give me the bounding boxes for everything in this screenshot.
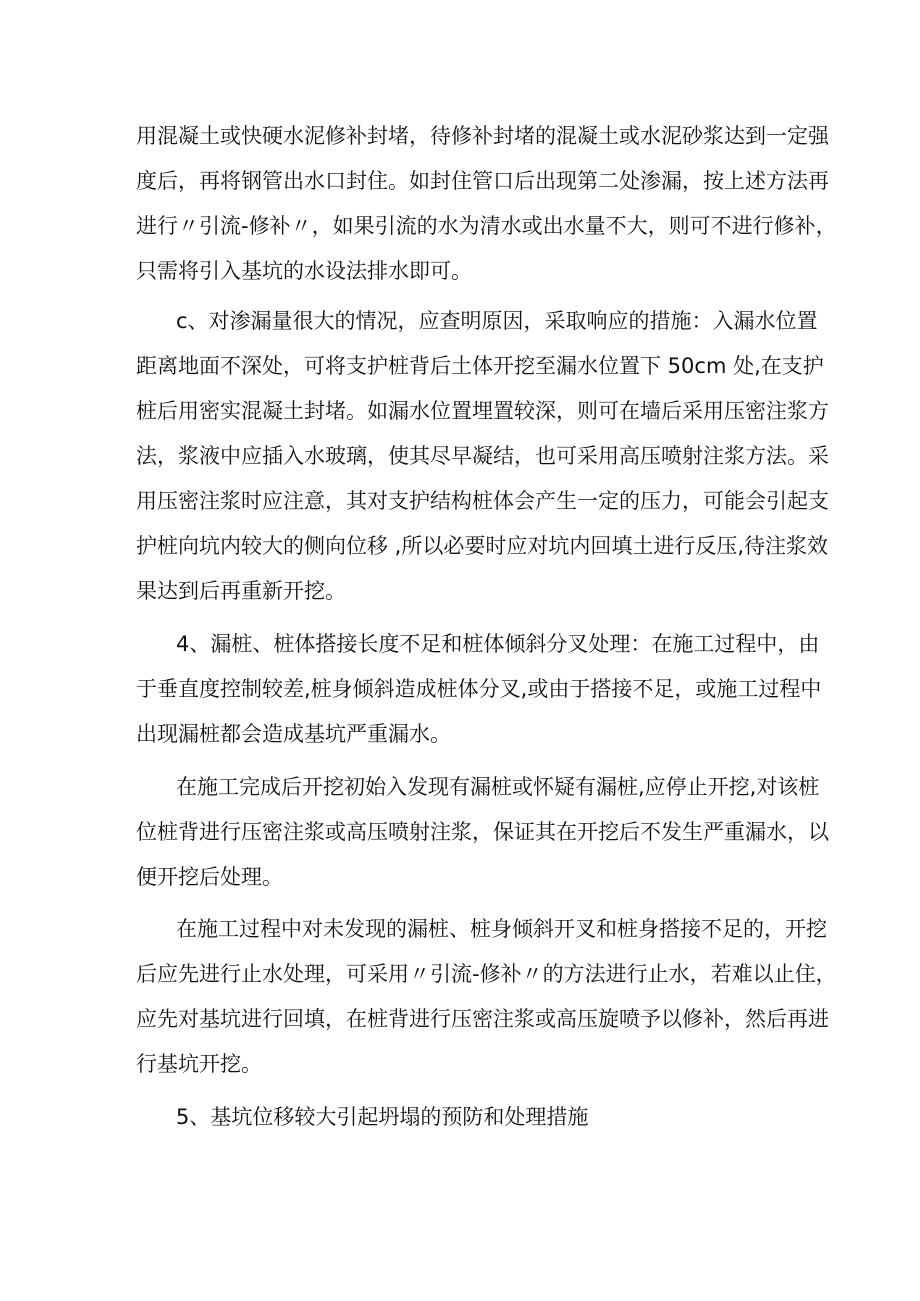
paragraph-2-line-7: 果达到后再重新开挖。	[136, 579, 346, 603]
paragraph-5-line-4: 行基坑开挖。	[136, 1052, 262, 1076]
paragraph-2-line-1: c、对渗漏量很大的情况，应查明原因，采取响应的措施：入漏水位置	[176, 309, 818, 333]
paragraph-2-line-4: 法，浆液中应插入水玻璃，使其尽早凝结，也可采用高压喷射注浆方法。采	[136, 444, 829, 468]
paragraph-3-line-1: 4、漏桩、桩体搭接长度不足和桩体倾斜分叉处理：在施工过程中，由	[176, 632, 820, 656]
paragraph-4-line-2: 位桩背进行压密注浆或高压喷射注浆，保证其在开挖后不发生严重漏水，以	[136, 820, 829, 844]
section-heading-5: 5、基坑位移较大引起坍塌的预防和处理措施	[176, 1105, 589, 1129]
paragraph-1-line-3: 进行〃引流-修补〃，如果引流的水为清水或出水量不大，则可不进行修补，	[136, 214, 837, 238]
paragraph-5-line-1: 在施工过程中对未发现的漏桩、桩身倾斜开叉和桩身搭接不足的，开挖	[176, 917, 827, 941]
paragraph-4-line-3: 便开挖后处理。	[136, 865, 283, 889]
paragraph-2-line-6: 护桩向坑内较大的侧向位移 ,所以必要时应对坑内回填土进行反压,待注浆效	[136, 534, 829, 558]
paragraph-3-line-2: 于垂直度控制较差,桩身倾斜造成桩体分叉,或由于搭接不足，或施工过程中	[136, 677, 822, 701]
paragraph-2-line-3: 桩后用密实混凝土封堵。如漏水位置埋置较深，则可在墙后采用压密注浆方	[136, 399, 829, 423]
paragraph-4-line-1: 在施工完成后开挖初始入发现有漏桩或怀疑有漏桩,应停止开挖,对该桩	[176, 775, 820, 799]
paragraph-2-line-5: 用压密注浆时应注意，其对支护结构桩体会产生一定的压力，可能会引起支	[136, 489, 829, 513]
paragraph-2-line-2: 距离地面不深处，可将支护桩背后土体开挖至漏水位置下 50cm 处,在支护	[136, 354, 824, 378]
paragraph-5-line-3: 应先对基坑进行回填，在桩背进行压密注浆或高压旋喷予以修补，然后再进	[136, 1007, 829, 1031]
paragraph-1-line-2: 度后，再将钢管出水口封住。如封住管口后出现第二处渗漏，按上述方法再	[136, 169, 829, 193]
paragraph-1-line-1: 用混凝土或快硬水泥修补封堵，待修补封堵的混凝土或水泥砂浆达到一定强	[136, 124, 829, 148]
paragraph-1-line-4: 只需将引入基坑的水设法排水即可。	[136, 259, 472, 283]
paragraph-3-line-3: 出现漏桩都会造成基坑严重漏水。	[136, 722, 451, 746]
paragraph-5-line-2: 后应先进行止水处理，可采用〃引流-修补〃的方法进行止水，若难以止住，	[136, 962, 837, 986]
